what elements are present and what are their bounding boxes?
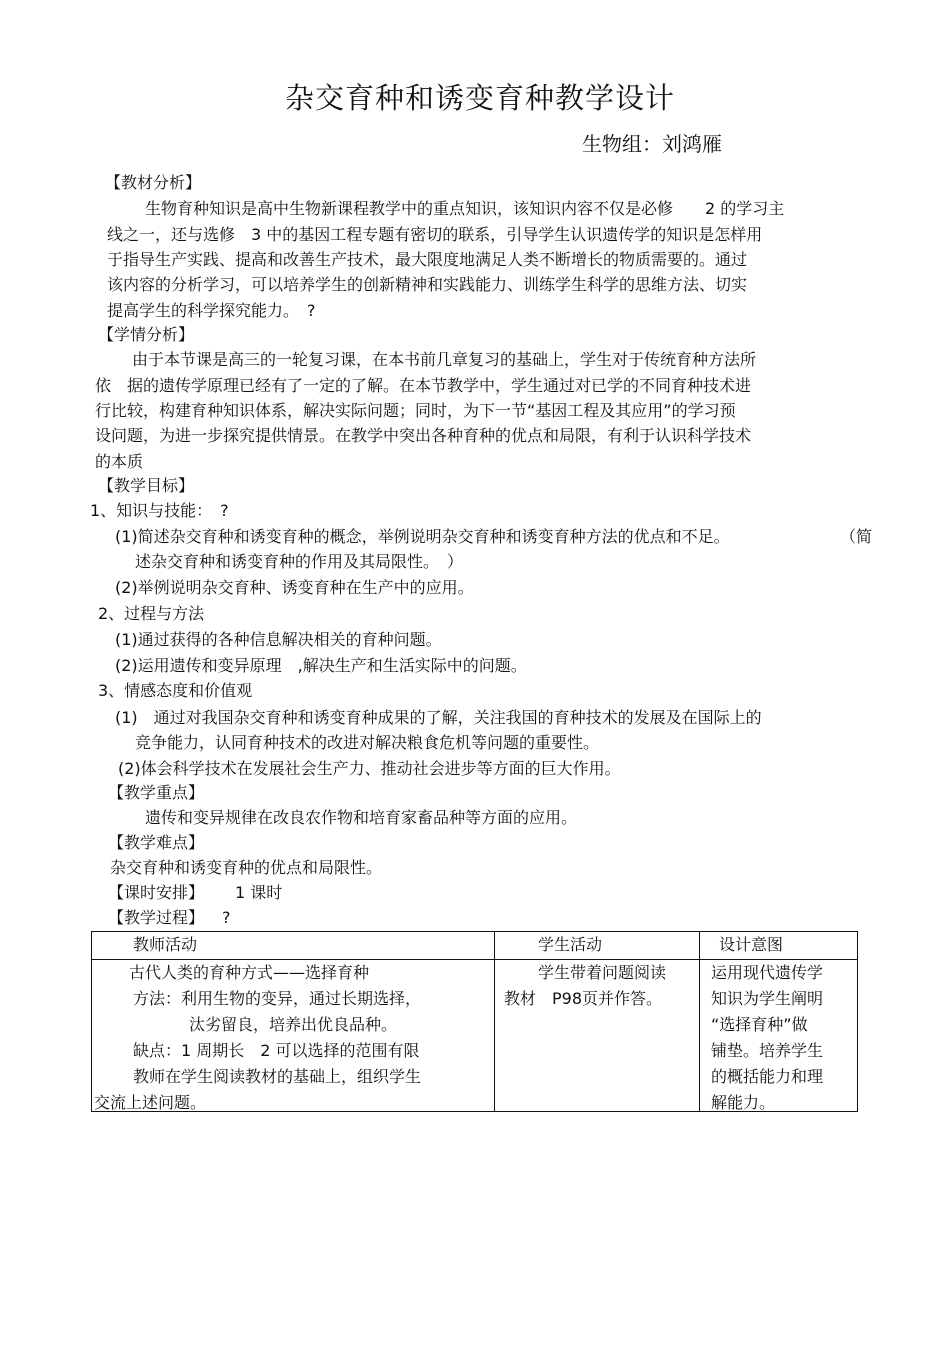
goal-item: 述杂交育种和诱变育种的作用及其局限性。 ）: [135, 552, 464, 571]
teacher-activity-line: 汰劣留良，培养出优良品种。: [189, 1015, 398, 1034]
design-intent-line: “选择育种”做: [711, 1015, 808, 1034]
teacher-activity-line: 教师在学生阅读教材的基础上，组织学生: [133, 1067, 422, 1086]
paragraph-line: 行比较，构建育种知识体系，解决实际问题；同时，为下一节“基因工程及其应用”的学习预: [95, 401, 736, 420]
paragraph-line: 生物育种知识是高中生物新课程教学中的重点知识，该知识内容不仅是必修 2 的学习主: [145, 199, 785, 218]
process-mark: ?: [222, 908, 231, 927]
goal-item: （简: [840, 527, 873, 546]
section-heading-difficult: 【教学难点】: [108, 833, 205, 852]
section-heading-schedule: 【课时安排】: [108, 883, 205, 902]
teacher-activity-line: 缺点：1 周期长 2 可以选择的范围有限: [133, 1041, 420, 1060]
section-heading-material: 【教材分析】: [105, 173, 202, 192]
paragraph-line: 设问题，为进一步探究提供情景。在教学中突出各种育种的优点和局限，有利于认识科学技术: [95, 426, 752, 445]
key-text: 遗传和变异规律在改良农作物和培育家畜品种等方面的应用。: [145, 808, 578, 827]
teacher-activity-line: 古代人类的育种方式——选择育种: [129, 963, 370, 982]
goal-item: (2)举例说明杂交育种、诱变育种在生产中的应用。: [115, 578, 474, 597]
paragraph-line: 线之一，还与选修 3 中的基因工程专题有密切的联系，引导学生认识遗传学的知识是怎样用: [107, 225, 763, 244]
teacher-activity-line: 方法：利用生物的变异，通过长期选择，: [133, 989, 422, 1008]
table-column-divider: [699, 932, 700, 1111]
author-line: 生物组：刘鸿雁: [582, 132, 722, 156]
section-heading-students: 【学情分析】: [98, 325, 195, 344]
difficult-text: 杂交育种和诱变育种的优点和局限性。: [110, 858, 383, 877]
design-intent-line: 铺垫。培养学生: [711, 1041, 824, 1060]
goal-heading: 3、情感态度和价值观: [98, 681, 253, 700]
paragraph-line: 于指导生产实践、提高和改善生产技术，最大限度地满足人类不断增长的物质需要的。通过: [107, 250, 748, 269]
table-header-teacher: 教师活动: [133, 935, 198, 954]
design-intent-line: 知识为学生阐明: [711, 989, 824, 1008]
section-heading-goals: 【教学目标】: [98, 476, 195, 495]
design-intent-line: 运用现代遗传学: [711, 963, 824, 982]
section-heading-key: 【教学重点】: [108, 783, 205, 802]
goal-item: (1)通过获得的各种信息解决相关的育种问题。: [115, 630, 442, 649]
goal-item: 竞争能力，认同育种技术的改进对解决粮食危机等问题的重要性。: [135, 733, 600, 752]
table-header-intent: 设计意图: [719, 935, 784, 954]
paragraph-line: 的本质: [95, 452, 144, 471]
goal-item: (1)简述杂交育种和诱变育种的概念，举例说明杂交育种和诱变育种方法的优点和不足。: [115, 527, 730, 546]
paragraph-line: 该内容的分析学习，可以培养学生的创新精神和实践能力、训练学生科学的思维方法、切实: [107, 275, 748, 294]
table-header-student: 学生活动: [538, 935, 603, 954]
goal-heading: 1、知识与技能： ?: [90, 501, 229, 520]
paragraph-line: 提高学生的科学探究能力。 ?: [107, 301, 316, 320]
table-column-divider: [494, 932, 495, 1111]
student-activity-line: 教材 P98页并作答。: [504, 989, 663, 1008]
goal-item: (2)体会科学技术在发展社会生产力、推动社会进步等方面的巨大作用。: [118, 759, 621, 778]
schedule-text: 1 课时: [235, 883, 283, 902]
design-intent-line: 解能力。: [711, 1093, 776, 1112]
page-title: 杂交育种和诱变育种教学设计: [284, 81, 675, 115]
paragraph-line: 由于本节课是高三的一轮复习课，在本书前几章复习的基础上，学生对于传统育种方法所: [132, 350, 757, 369]
goal-heading: 2、过程与方法: [98, 604, 205, 623]
goal-item: (1) 通过对我国杂交育种和诱变育种成果的了解，关注我国的育种技术的发展及在国际上的: [115, 708, 762, 727]
teaching-process-table: [91, 931, 858, 1112]
student-activity-line: 学生带着问题阅读: [538, 963, 667, 982]
section-heading-process: 【教学过程】: [108, 908, 205, 927]
paragraph-line: 依 据的遗传学原理已经有了一定的了解。在本节教学中，学生通过对已学的不同育种技术进: [95, 376, 752, 395]
goal-item: (2)运用遗传和变异原理 ,解决生产和生活实际中的问题。: [115, 656, 527, 675]
table-header-divider: [92, 959, 857, 960]
teacher-activity-line: 交流上述问题。: [94, 1093, 207, 1112]
design-intent-line: 的概括能力和理: [711, 1067, 824, 1086]
